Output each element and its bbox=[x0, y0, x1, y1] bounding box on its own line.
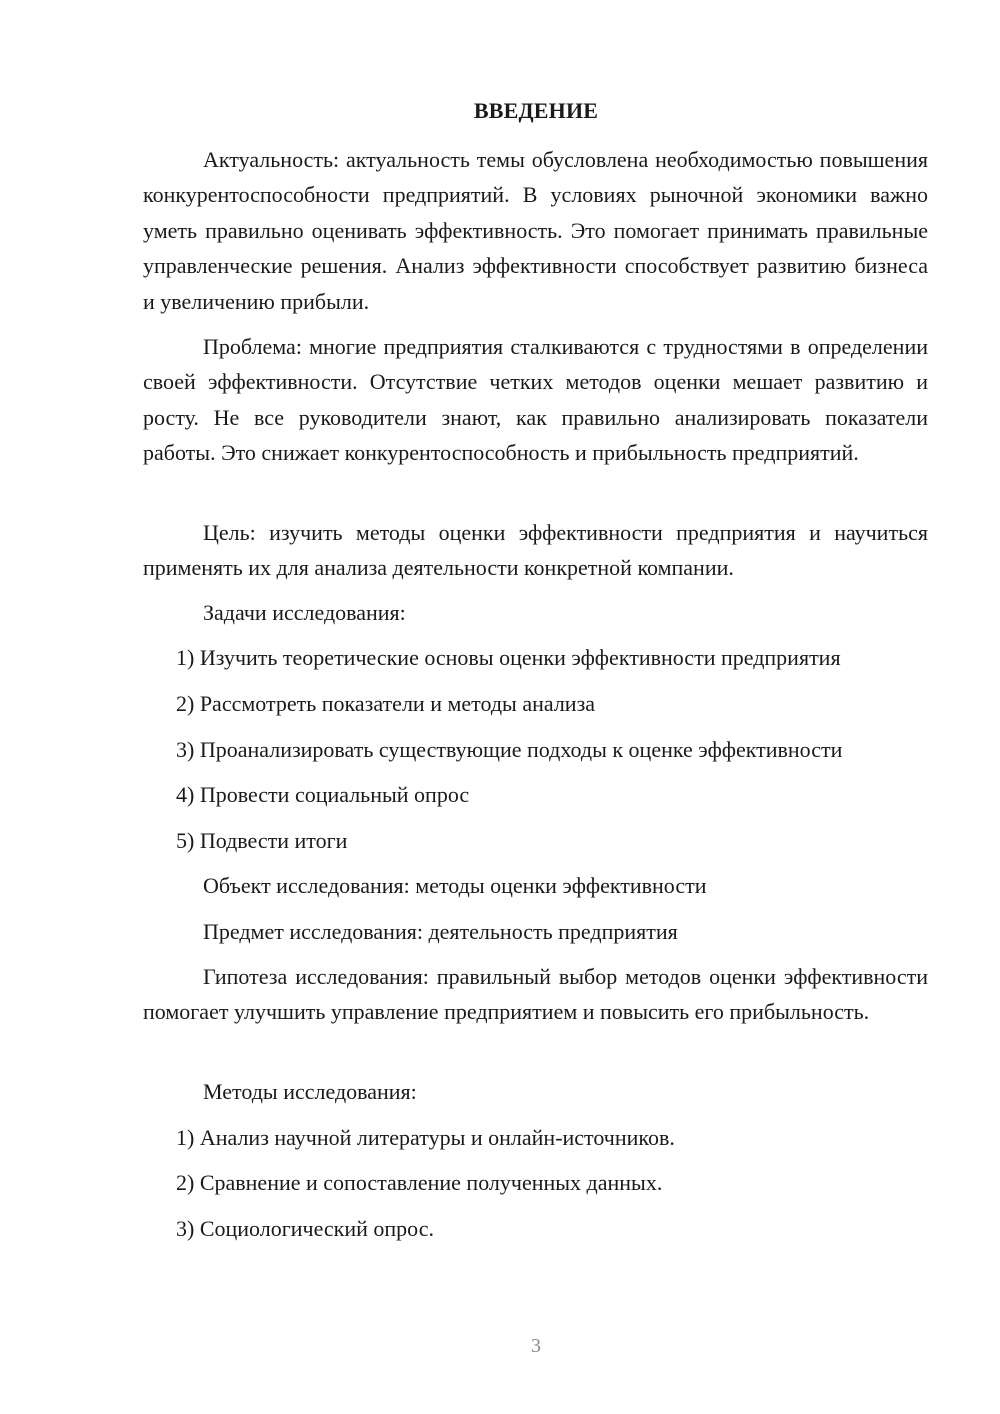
method-item-3: 3) Социологический опрос. bbox=[176, 1216, 434, 1241]
task-item-2: 2) Рассмотреть показатели и методы анализа bbox=[176, 691, 596, 716]
problem-paragraph: Проблема: многие предприятия сталкиваются с трудностями в определении своей эффективности. Отсутствие четких методов оценки мешает развитию и росту. Не все руководители знают, как правильно анализировать показатели работы. Это снижает конкурентоспособность и прибыльность предприятий. bbox=[143, 334, 928, 466]
method-item-1: 1) Анализ научной литературы и онлайн-источников. bbox=[176, 1125, 675, 1150]
research-object: Объект исследования: методы оценки эффективности bbox=[203, 873, 707, 898]
task-item-3: 3) Проанализировать существующие подходы к оценке эффективности bbox=[176, 737, 843, 762]
hypothesis-paragraph: Гипотеза исследования: правильный выбор методов оценки эффективности помогает улучшить управление предприятием и повысить его прибыльность. bbox=[143, 964, 928, 1025]
task-item-5: 5) Подвести итоги bbox=[176, 828, 348, 853]
page-title: ВВЕДЕНИЕ bbox=[473, 98, 599, 123]
research-subject: Предмет исследования: деятельность предприятия bbox=[203, 919, 678, 944]
task-item-4: 4) Провести социальный опрос bbox=[176, 782, 470, 807]
methods-heading: Методы исследования: bbox=[203, 1079, 417, 1104]
tasks-heading: Задачи исследования: bbox=[203, 600, 406, 625]
page-number: 3 bbox=[531, 1335, 541, 1357]
relevance-paragraph: Актуальность: актуальность темы обусловлена необходимостью повышения конкурентоспособности предприятий. В условиях рыночной экономики важно уметь правильно оценивать эффективность. Это помогает принимать правильные управленческие решения. Анализ эффективности способствует развитию бизнеса и увеличению прибыли. bbox=[143, 147, 928, 314]
task-item-1: 1) Изучить теоретические основы оценки эффективности предприятия bbox=[176, 645, 841, 670]
method-item-2: 2) Сравнение и сопоставление полученных данных. bbox=[176, 1170, 663, 1195]
goal-paragraph: Цель: изучить методы оценки эффективности предприятия и научиться применять их для анализа деятельности конкретной компании. bbox=[143, 520, 928, 581]
